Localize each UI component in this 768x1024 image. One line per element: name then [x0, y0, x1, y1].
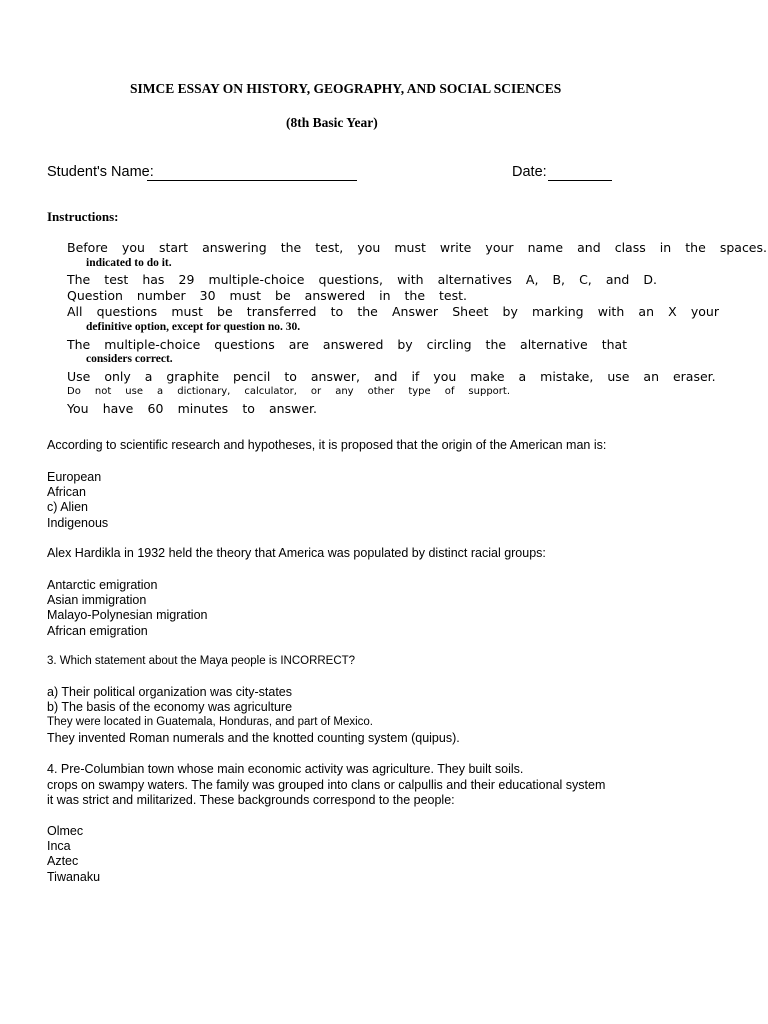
- question-3-option[interactable]: a) Their political organization was city-states: [47, 685, 293, 699]
- question-4-option[interactable]: Inca: [47, 839, 71, 853]
- student-name-label: Student's Name:: [47, 164, 154, 180]
- instructions-heading: Instructions:: [47, 209, 119, 224]
- question-3-option[interactable]: They were located in Guatemala, Honduras, and part of Mexico.: [47, 716, 374, 728]
- instruction-line-1: Before you start answering the test, you must write your name and class in the spaces.: [67, 240, 767, 255]
- question-2-option[interactable]: Antarctic emigration: [47, 578, 158, 592]
- instruction-line-6: Use only a graphite pencil to answer, and if you make a mistake, use an eraser.: [67, 369, 716, 384]
- question-4-text-line-2: crops on swampy waters. The family was grouped into clans or calpullis and their educational system: [47, 778, 606, 792]
- page-subtitle: (8th Basic Year): [286, 115, 378, 130]
- instruction-line-8: You have 60 minutes to answer.: [67, 401, 317, 416]
- instruction-line-2: The test has 29 multiple-choice questions, with alternatives A, B, C, and D.: [67, 272, 657, 287]
- question-1-option[interactable]: c) Alien: [47, 500, 88, 514]
- question-1-text: According to scientific research and hypotheses, it is proposed that the origin of the American man is:: [47, 438, 607, 452]
- instruction-line-5: The multiple-choice questions are answered by circling the alternative that: [67, 337, 628, 352]
- question-2-option[interactable]: African emigration: [47, 624, 148, 638]
- question-1-option[interactable]: Indigenous: [47, 516, 109, 530]
- date-blank[interactable]: [548, 180, 612, 181]
- question-3-text: 3. Which statement about the Maya people is INCORRECT?: [47, 655, 356, 667]
- question-3-option[interactable]: b) The basis of the economy was agriculture: [47, 700, 293, 714]
- instruction-line-1-continued: indicated to do it.: [86, 257, 172, 269]
- question-2-text: Alex Hardikla in 1932 held the theory that America was populated by distinct racial groups:: [47, 546, 546, 560]
- question-1-option[interactable]: European: [47, 470, 102, 484]
- date-label: Date:: [512, 164, 547, 180]
- question-4-text-line-3: it was strict and militarized. These backgrounds correspond to the people:: [47, 793, 455, 807]
- question-4-text-line-1: 4. Pre-Columbian town whose main economic activity was agriculture. They built soils.: [47, 762, 524, 776]
- instruction-line-7: Do not use a dictionary, calculator, or any other type of support.: [67, 386, 510, 397]
- instruction-line-3: Question number 30 must be answered in the test.: [67, 288, 467, 303]
- question-1-option[interactable]: African: [47, 485, 86, 499]
- instruction-line-5-continued: considers correct.: [86, 353, 173, 365]
- instruction-line-4: All questions must be transferred to the Answer Sheet by marking with an X your: [67, 304, 719, 319]
- question-3-option[interactable]: They invented Roman numerals and the knotted counting system (quipus).: [47, 731, 460, 745]
- question-4-option[interactable]: Olmec: [47, 824, 84, 838]
- student-name-blank[interactable]: [147, 180, 357, 181]
- question-2-option[interactable]: Malayo-Polynesian migration: [47, 608, 208, 622]
- question-4-option[interactable]: Tiwanaku: [47, 870, 101, 884]
- instruction-line-4-continued: definitive option, except for question no. 30.: [86, 321, 301, 333]
- question-2-option[interactable]: Asian immigration: [47, 593, 147, 607]
- question-4-option[interactable]: Aztec: [47, 854, 79, 868]
- page-title: SIMCE ESSAY ON HISTORY, GEOGRAPHY, AND SOCIAL SCIENCES: [130, 81, 562, 96]
